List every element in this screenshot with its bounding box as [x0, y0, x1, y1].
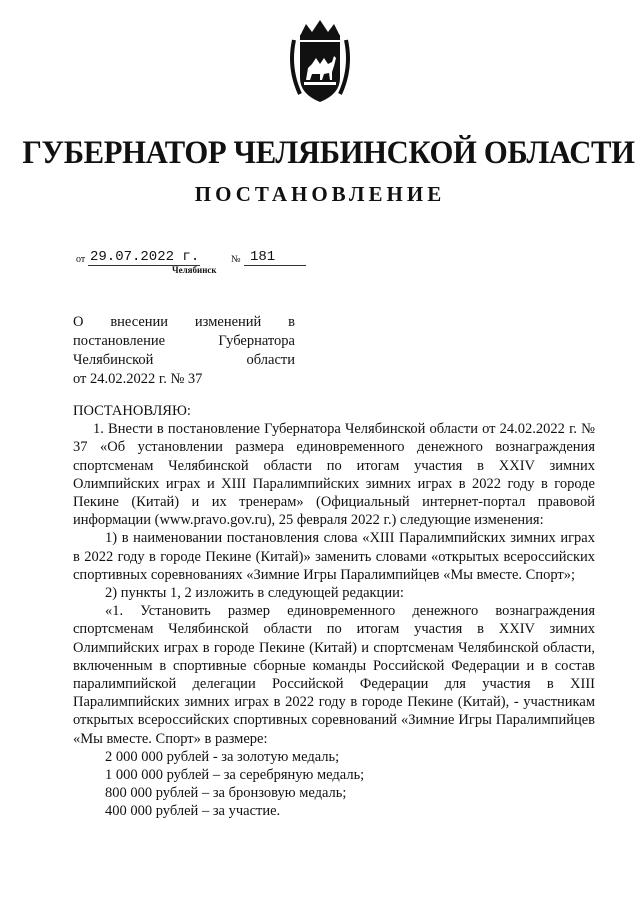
date-prefix: от [76, 254, 86, 265]
paragraph-1: 1. Внести в постановление Губернатора Челябинской области от 24.02.2022 г. № 37 «Об установлении размера единовременного денежного вознаграждения спортсменам Челябинской области по итогам участия в XXIV зимних Олимпийских играх и XIII Паралимпийских зимних играх в 2022 году в городе Пекине (Китай) и их тренерам» (Официальный интернет-портал правовой информации (www.pravo.gov.ru), 25 февраля 2022 г.) следующие изменения: [73, 421, 595, 529]
paragraph-4: «1. Установить размер единовременного денежного вознаграждения спортсменам Челябинской области по итогам участия в XXIV зимних Олимпийских играх в городе Пекине (Китай) и спортсменам Челябинской области, включенным в спортивные сборные команды Российской Федерации и в состав паралимпийской делегации Российской Федерации для участия в XIII Паралимпийских зимних играх в 2022 году в городе Пекине (Китай), - участникам открытых всероссийских спортивных соревнований «Зимние Игры Паралимпийцев «Мы вместе. Спорт» в размере: [73, 603, 595, 747]
document-type: ПОСТАНОВЛЕНИЕ [194, 182, 446, 206]
coat-of-arms-icon [286, 18, 354, 108]
amount-gold: 2 000 000 рублей - за золотую медаль; [105, 748, 340, 765]
paragraph-3: 2) пункты 1, 2 изложить в следующей редакции: [105, 585, 404, 602]
amount-bronze: 800 000 рублей – за бронзовую медаль; [105, 785, 347, 802]
document-date: 29.07.2022 г. [90, 249, 200, 265]
amount-participation: 400 000 рублей – за участие. [105, 803, 281, 820]
subject-line-2: постановление Губернатора [73, 333, 295, 349]
subject-line-4: от 24.02.2022 г. № 37 [73, 371, 203, 387]
paragraph-2: 1) в наименовании постановления слова «XIII Паралимпийских зимних играх в 2022 году в городе Пекине (Китай)» заменить словами «открытых всероссийских спортивных соревнованиях «Зимние Игры Паралимпийцев «Мы вместе. Спорт»; [73, 530, 595, 583]
resolution-heading: ПОСТАНОВЛЯЮ: [73, 403, 191, 419]
document-number: 181 [250, 249, 276, 265]
subject-line-1: О внесении изменений в [73, 314, 295, 330]
document-body [73, 402, 595, 821]
number-underline [244, 265, 306, 266]
number-prefix: № [231, 254, 241, 265]
document-subject [73, 313, 295, 389]
amount-silver: 1 000 000 рублей – за серебряную медаль; [105, 767, 365, 784]
document-city: Челябинск [172, 265, 217, 275]
subject-line-3: Челябинской области [73, 352, 295, 368]
governor-title: ГУБЕРНАТОР ЧЕЛЯБИНСКОЙ ОБЛАСТИ [22, 135, 635, 171]
